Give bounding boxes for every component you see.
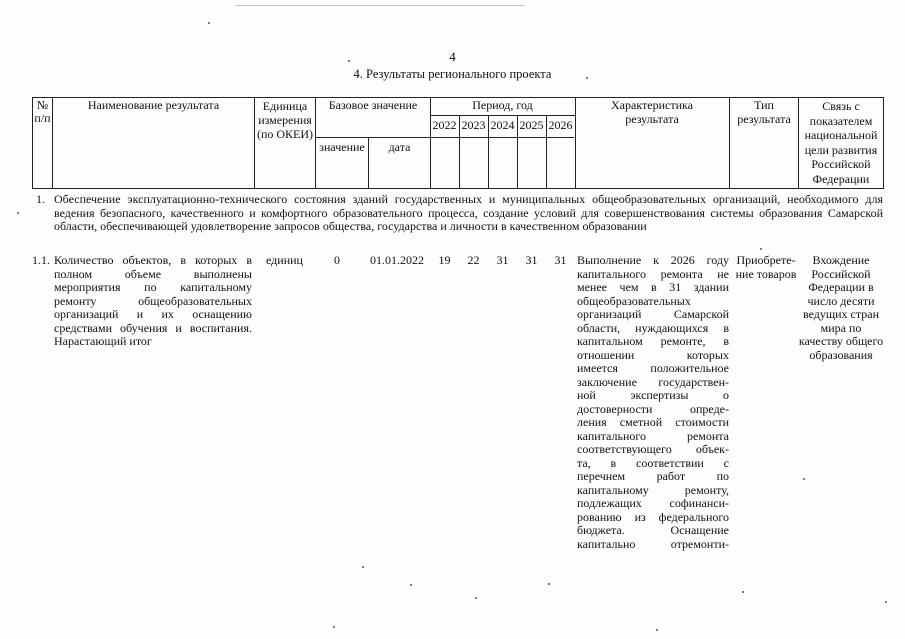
scan-speck [208,22,210,24]
header-characteristic: Характеристика результата [611,98,693,126]
characteristic-line: организаций Самарской [577,307,729,321]
header-year: 2026 [548,118,573,132]
characteristic-line: капитальному ремонту, [577,482,729,497]
characteristic-line: капитального ремонта не [577,266,729,281]
characteristic-line: отношении которых [577,347,729,362]
result-year-value: 31 [554,253,567,267]
scan-speck [475,597,477,599]
result-year-value: 22 [467,253,480,267]
characteristic-line: Выполнение к 2026 году [577,253,729,267]
characteristic-line: перечнем работ по [577,469,729,483]
scan-speck [17,212,19,214]
characteristic-line: общеобразовательных [577,293,691,308]
results-table-header [32,97,884,189]
characteristic-line: рованию из федерального [577,509,729,524]
characteristic-line: капитальном ремонте, в [577,334,729,348]
scan-speck [885,601,887,603]
header-name: Наименование результата [87,98,220,112]
result-characteristic [577,254,729,551]
characteristic-line: бюджета. Оснащение [577,523,729,537]
characteristic-line: подлежащих софинанси- [577,496,729,510]
scan-speck [333,626,335,628]
scan-speck [742,591,744,593]
characteristic-line: капитально отремонти- [577,536,729,551]
characteristic-line: ления сметной стоимости [577,415,729,429]
header-period: Период, год [472,98,533,112]
characteristic-line: капитального ремонта [577,428,729,443]
result-base-value: 0 [334,253,340,267]
scan-speck [548,583,550,585]
header-year: 2023 [461,118,486,132]
characteristic-line: заключение государствен- [577,374,729,389]
characteristic-line: области, нуждающихся в [577,320,729,335]
result-base-date: 01.01.2022 [370,253,424,267]
header-link: Связь с показателем национальной цели развития Российской Федерации [804,99,878,186]
page-number: 4 [449,49,456,64]
header-base-value: значение [319,140,365,154]
scan-speck [348,60,350,62]
period-subheader-border [430,115,575,116]
result-type: Приобрете- ние товаров [735,253,797,281]
result-year-value: 31 [496,253,509,267]
characteristic-line: менее чем в 31 здании [577,280,729,294]
characteristic-line: та, в соответствии с [577,455,729,470]
result-name: Количество объектов, в которых в полном объеме выполнены мероприятия по капитальному ремонту общеобразовательных организаций и их оснащению средствами обучения и воспитания. Нарастающий итог [54,253,252,348]
result-unit: единиц [266,253,303,267]
header-year: 2022 [432,118,457,132]
characteristic-line: соответствующего объек- [577,442,729,456]
header-base-date: дата [388,140,411,154]
scan-speck [586,77,588,79]
base-subheader-border [315,137,574,138]
header-type: Тип результата [737,98,791,126]
scan-speck [410,584,412,586]
scan-speck [656,629,658,631]
header-base: Базовое значение [328,98,418,112]
scan-speck [362,566,364,568]
result-group-text: Обеспечение эксплуатационно-технического состояния зданий государственных и муниципальных общеобразовательных организаций, необходимого для ведения безопасного, качественного и комфортного образовательного процесса, создание условий для совершенствования системы образования Самарской области, обеспечивающей удовлетворение запросов общества, государства и личности в качественном образовании [54,192,883,233]
row-number: 1.1. [32,253,50,267]
result-year-value: 31 [525,253,538,267]
result-national-goal-link: Вхождение Российской Федерации в число десяти ведущих стран мира по качеству общего образования [798,253,884,362]
section-title: 4. Результаты регионального проекта [353,67,552,81]
header-num: № п/п [34,98,51,125]
row-number: 1. [36,192,45,206]
characteristic-line: имеется положительное [577,361,729,375]
header-year: 2025 [519,118,544,132]
col-divider [575,97,576,189]
scan-top-rule [235,5,525,6]
result-year-value: 19 [438,253,451,267]
header-year: 2024 [490,118,515,132]
scan-speck [803,478,805,480]
characteristic-line: достоверности опреде- [577,401,729,416]
header-unit: Единица измерения (по ОКЕИ) [256,99,314,141]
characteristic-line: ной экспертизы о [577,388,729,402]
table-right-border [883,97,884,189]
scan-speck [760,248,762,250]
header-bottom-border [32,188,884,189]
